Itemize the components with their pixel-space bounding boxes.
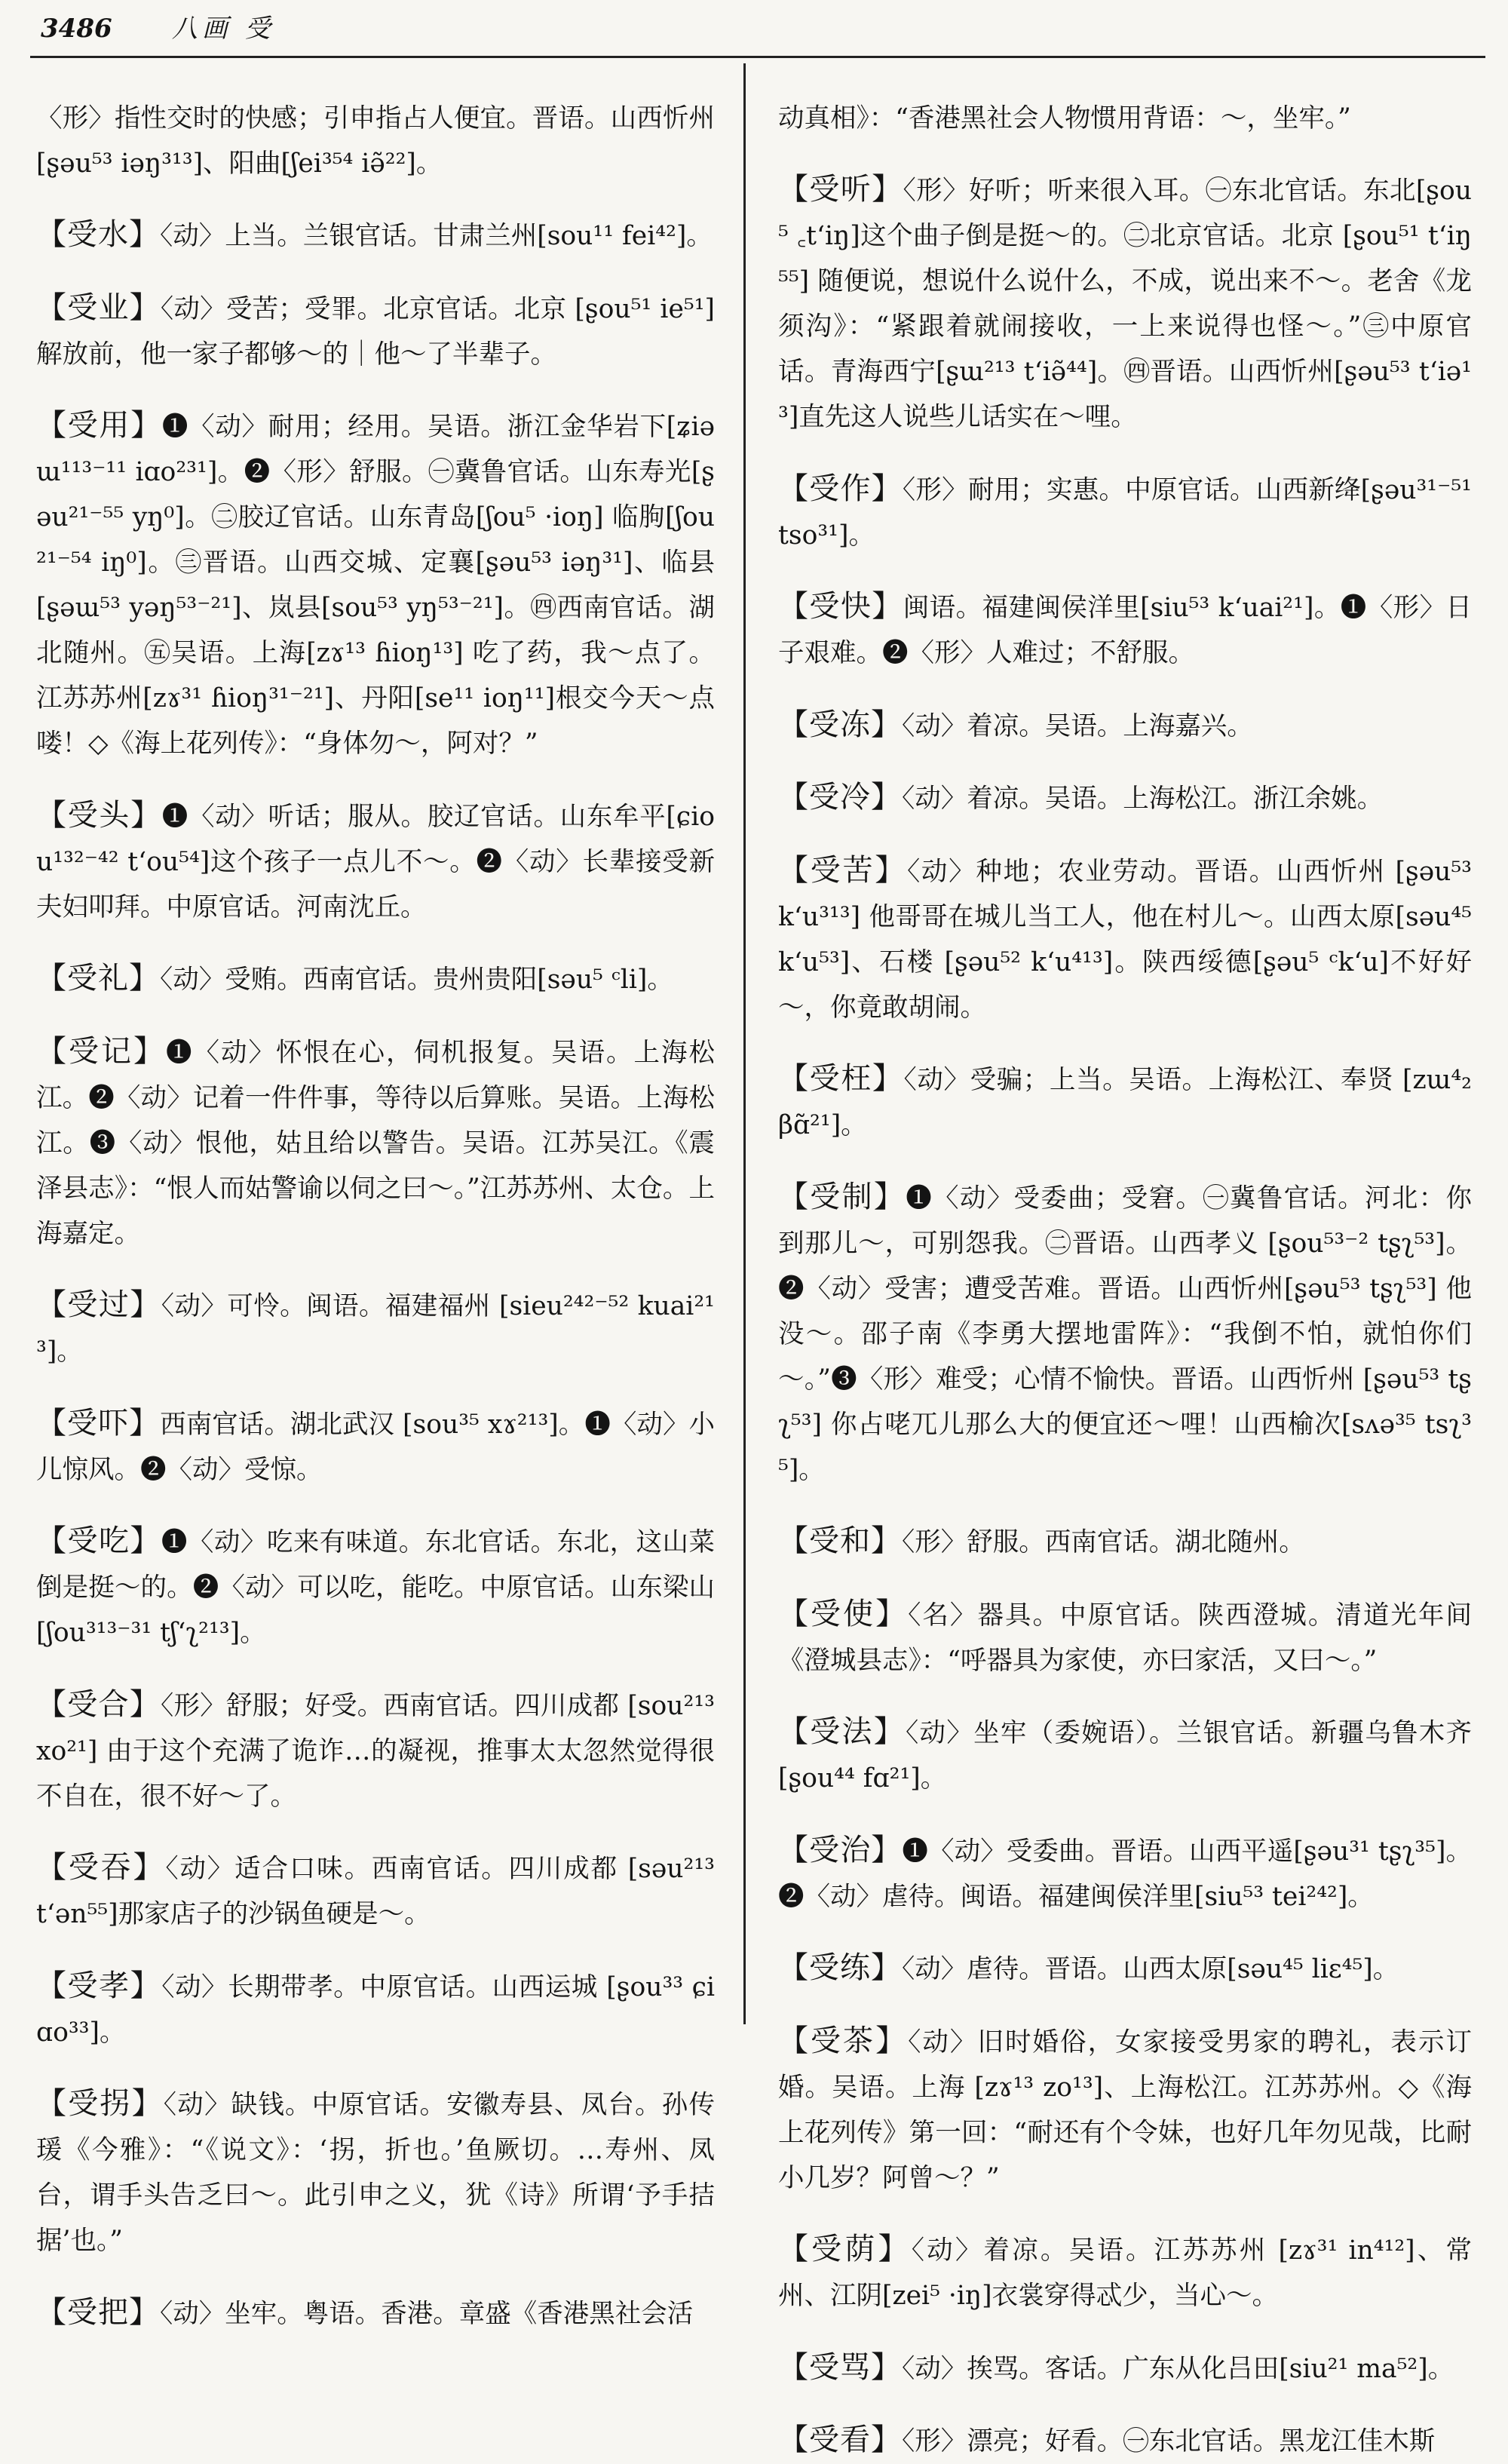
headword: 【受礼】 — [36, 961, 160, 996]
dictionary-entry: 【受苦】〈动〉种地；农业劳动。晋语。山西忻州 [ʂəu⁵³ k‘u³¹³] 他哥哥在城儿当工人，他在村儿～。山西太原[səu⁴⁵ k‘u⁵³]、石楼 [ʂəu⁵² k‘u⁴¹³]。陕西绥德[ʂəu⁵ ᶜk‘u]不好好～，你竟敢胡闹。 — [778, 852, 1473, 1023]
headword: 【受快】 — [778, 589, 903, 624]
dictionary-entry: 【受作】〈形〉耐用；实惠。中原官话。山西新绛[ʂəu³¹⁻⁵¹ tso³¹]。 — [778, 471, 1473, 551]
headword: 【受茶】 — [778, 2023, 909, 2058]
dictionary-entry: 【受过】〈动〉可怜。闽语。福建福州 [sieu²⁴²⁻⁵² kuai²¹³]。 — [36, 1287, 715, 1367]
dictionary-entry: 【受听】〈形〉好听；听来很入耳。㊀东北官话。东北[ʂou⁵ ꜀t‘iŋ]这个曲子倒是挺～的。㊁北京官话。北京 [ʂou⁵¹ t‘iŋ⁵⁵] 随便说，想说什么说什么，不成，说出来不～。老舍《龙须沟》：“紧跟着就闹接收，一上来说得也怪～。”㊂中原官话。青海西宁[ʂɯ²¹³ t‘iə̃⁴⁴]。㊃晋语。山西忻州[ʂəu⁵³ t‘iə¹³]直先这人说些儿话实在～哩。 — [778, 172, 1472, 432]
headword: 【受苦】 — [778, 852, 907, 888]
headword: 【受拐】 — [36, 2086, 164, 2121]
headword: 【受荫】 — [778, 2232, 912, 2266]
headword: 【受过】 — [36, 1287, 161, 1322]
dictionary-entry: 【受拐】〈动〉缺钱。中原官话。安徽寿县、凤台。孙传瑗《今雅》：“《说文》：‘拐，折也。’鱼厥切。…寿州、凤台，谓手头告乏曰～。此引申之义，犹《诗》所谓‘予手拮据’也。” — [36, 2086, 716, 2256]
dictionary-entry: 【受吞】〈动〉适合口味。西南官话。四川成都 [səu²¹³ t‘ən⁵⁵]那家店子的沙锅鱼硬是～。 — [36, 1850, 716, 1929]
headword: 【受制】 — [778, 1179, 906, 1214]
dictionary-entry: 【受水】〈动〉上当。兰银官话。甘肃兰州[sou¹¹ fei⁴²]。 — [36, 217, 713, 252]
dictionary-entry: 【受茶】〈动〉旧时婚俗，女家接受男家的聘礼，表示订婚。吴语。上海 [zɤ¹³ zo¹³]、上海松江。江苏苏州。◇《海上花列传》第一回：“耐还有个令妹，也好几年勿见哉，比耐小几岁？阿曾～？” — [778, 2023, 1472, 2193]
dictionary-entry: 【受治】❶〈动〉受委曲。晋语。山西平遥[ʂəu³¹ tʂʅ³⁵]。❷〈动〉虐待。闽语。福建闽侯洋里[siu⁵³ tei²⁴²]。 — [778, 1832, 1472, 1912]
headword: 【受练】 — [778, 1950, 902, 1985]
headword: 【受法】 — [778, 1714, 906, 1749]
dictionary-entry: 【受枉】〈动〉受骗；上当。吴语。上海松江、奉贤 [zɯ⁴₂ βɑ̃²¹]。 — [778, 1061, 1472, 1140]
dictionary-entry: 【受把】〈动〉坐牢。粤语。香港。章盛《香港黑社会活 — [36, 2294, 694, 2330]
dictionary-entry: 〈形〉指性交时的快感；引申指占人便宜。晋语。山西忻州[ʂəu⁵³ iəŋ³¹³]、阳曲[ʃei³⁵⁴ iə̃²²]。 — [36, 103, 715, 179]
dictionary-entry: 【受看】〈形〉漂亮；好看。㊀东北官话。黑龙江佳木斯 — [778, 2423, 1436, 2457]
dictionary-entry: 【受孝】〈动〉长期带孝。中原官话。山西运城 [ʂou³³ ɕiɑo³³]。 — [36, 1968, 715, 2048]
page-header — [36, 6, 1484, 51]
headword: 【受用】 — [36, 408, 162, 443]
dictionary-entry: 【受快】闽语。福建闽侯洋里[siu⁵³ k‘uai²¹]。❶〈形〉日子艰难。❷〈形〉人难过；不舒服。 — [778, 589, 1473, 668]
header-rule — [30, 56, 1485, 58]
dictionary-entry: 【受用】❶〈动〉耐用；经用。吴语。浙江金华岩下[ʑiəɯ¹¹³⁻¹¹ iɑo²³¹]。❷〈形〉舒服。㊀冀鲁官话。山东寿光[ʂəu²¹⁻⁵⁵ yŋ⁰]。㊁胶辽官话。山东青岛[ʃou⁵ ·ioŋ] 临朐[ʃou²¹⁻⁵⁴ iŋ⁰]。㊂晋语。山西交城、定襄[ʂəu⁵³ iəŋ³¹]、临县[ʂəɯ⁵³ yəŋ⁵³⁻²¹]、岚县[sou⁵³ yŋ⁵³⁻²¹]。㊃西南官话。湖北随州。㊄吴语。上海[zɤ¹³ ɦioŋ¹³] 吃了药，我～点了。江苏苏州[zɤ³¹ ɦioŋ³¹⁻²¹]、丹阳[se¹¹ ioŋ¹¹]根交今天～点喽！◇《海上花列传》：“身体勿～，阿对？” — [36, 408, 716, 759]
headword: 【受和】 — [778, 1524, 902, 1558]
dictionary-entry: 【受荫】〈动〉着凉。吴语。江苏苏州 [zɤ³¹ in⁴¹²]、常州、江阴[zei⁵ ·iŋ]衣裳穿得忒少，当心～。 — [778, 2232, 1473, 2311]
dictionary-entry: 【受冻】〈动〉着凉。吴语。上海嘉兴。 — [778, 707, 1253, 742]
headword: 【受作】 — [778, 471, 903, 506]
headword: 【受吓】 — [36, 1405, 161, 1441]
dictionary-entry: 【受和】〈形〉舒服。西南官话。湖北随州。 — [778, 1524, 1305, 1558]
headword: 【受吞】 — [36, 1850, 166, 1885]
dictionary-entry: 【受记】❶〈动〉怀恨在心，伺机报复。吴语。上海松江。❷〈动〉记着一件件事，等待以后算账。吴语。上海松江。❸〈动〉恨他，姑且给以警告。吴语。江苏吴江。《震泽县志》：“恨人而姑警谕以伺之曰～。”江苏苏州、太仓。上海嘉定。 — [36, 1033, 715, 1249]
dictionary-entry: 【受吃】❶〈动〉吃来有味道。东北官话。东北，这山菜倒是挺～的。❷〈动〉可以吃，能吃。中原官话。山东梁山[ʃou³¹³⁻³¹ tʃ‘ʅ²¹³]。 — [36, 1524, 716, 1648]
headword: 【受水】 — [36, 217, 160, 252]
headword: 【受孝】 — [36, 1968, 162, 2003]
dictionary-entry: 动真相》：“香港黑社会人物惯用背语：～，坐牢。” — [778, 103, 1351, 133]
headword: 【受合】 — [36, 1686, 161, 1722]
dictionary-entry: 【受合】〈形〉舒服；好受。西南官话。四川成都 [sou²¹³ xo²¹] 由于这个充满了诡诈…的凝视，推事太太忽然觉得很不自在，很不好～了。 — [36, 1686, 715, 1812]
section-title: 八画 受 — [172, 14, 275, 44]
dictionary-entry: 【受礼】〈动〉受贿。西南官话。贵州贵阳[səu⁵ ᶜli]。 — [36, 961, 673, 996]
dictionary-entry: 【受制】❶〈动〉受委曲；受窘。㊀冀鲁官话。河北：你到那儿～，可别怨我。㊁晋语。山西孝义 [ʂou⁵³⁻² tʂʅ⁵³]。❷〈动〉受害；遭受苦难。晋语。山西忻州[ʂəu⁵³ tʂʅ⁵³] 他没～。邵子南《李勇大摆地雷阵》：“我倒不怕，就怕你们～。”❸〈形〉难受；心情不愉快。晋语。山西忻州 [ʂəu⁵³ tʂʅ⁵³] 你占咾兀儿那么大的便宜还～哩！山西榆次[sʌə³⁵ tsʅ³⁵]。 — [778, 1179, 1472, 1485]
dictionary-entry: 【受业】〈动〉受苦；受罪。北京官话。北京 [ʂou⁵¹ ie⁵¹] 解放前，他一家子都够～的｜他～了半辈子。 — [36, 290, 716, 370]
headword: 【受冷】 — [778, 780, 902, 815]
headword: 【受业】 — [36, 290, 161, 325]
headword: 【受枉】 — [778, 1061, 904, 1096]
dictionary-entry: 【受冷】〈动〉着凉。吴语。上海松江。浙江余姚。 — [778, 780, 1384, 815]
headword: 【受头】 — [36, 797, 162, 833]
headword: 【受听】 — [778, 172, 903, 207]
dictionary-entry: 【受法】〈动〉坐牢（委婉语）。兰银官话。新疆乌鲁木齐 [ʂou⁴⁴ fɑ²¹]。 — [778, 1714, 1473, 1794]
right-column — [778, 69, 1473, 2457]
dictionary-entry: 【受吓】西南官话。湖北武汉 [sou³⁵ xɤ²¹³]。❶〈动〉小儿惊风。❷〈动〉受惊。 — [36, 1405, 715, 1485]
headword: 【受骂】 — [778, 2349, 902, 2385]
page-number: 3486 — [41, 14, 112, 44]
left-column — [36, 69, 716, 2330]
dictionary-entry: 【受骂】〈动〉挨骂。客话。广东从化吕田[siu²¹ ma⁵²]。 — [778, 2349, 1454, 2385]
headword: 【受看】 — [778, 2423, 902, 2457]
dictionary-entry: 【受使】〈名〉器具。中原官话。陕西澄城。清道光年间《澄城县志》：“呼器具为家使，亦曰家活，又曰～。” — [778, 1596, 1472, 1676]
dictionary-entry: 【受练】〈动〉虐待。晋语。山西太原[səu⁴⁵ liɛ⁴⁵]。 — [778, 1950, 1399, 1985]
headword: 【受治】 — [778, 1832, 903, 1867]
headword: 【受把】 — [36, 2294, 160, 2330]
headword: 【受记】 — [36, 1033, 166, 1069]
dictionary-entry: 【受头】❶〈动〉听话；服从。胶辽官话。山东牟平[ɕiou¹³²⁻⁴² t‘ou⁵⁴]这个孩子一点儿不～。❷〈动〉长辈接受新夫妇叩拜。中原官话。河南沈丘。 — [36, 797, 716, 922]
headword: 【受吃】 — [36, 1524, 161, 1558]
column-divider — [743, 63, 746, 2024]
headword: 【受冻】 — [778, 707, 902, 742]
headword: 【受使】 — [778, 1596, 909, 1631]
